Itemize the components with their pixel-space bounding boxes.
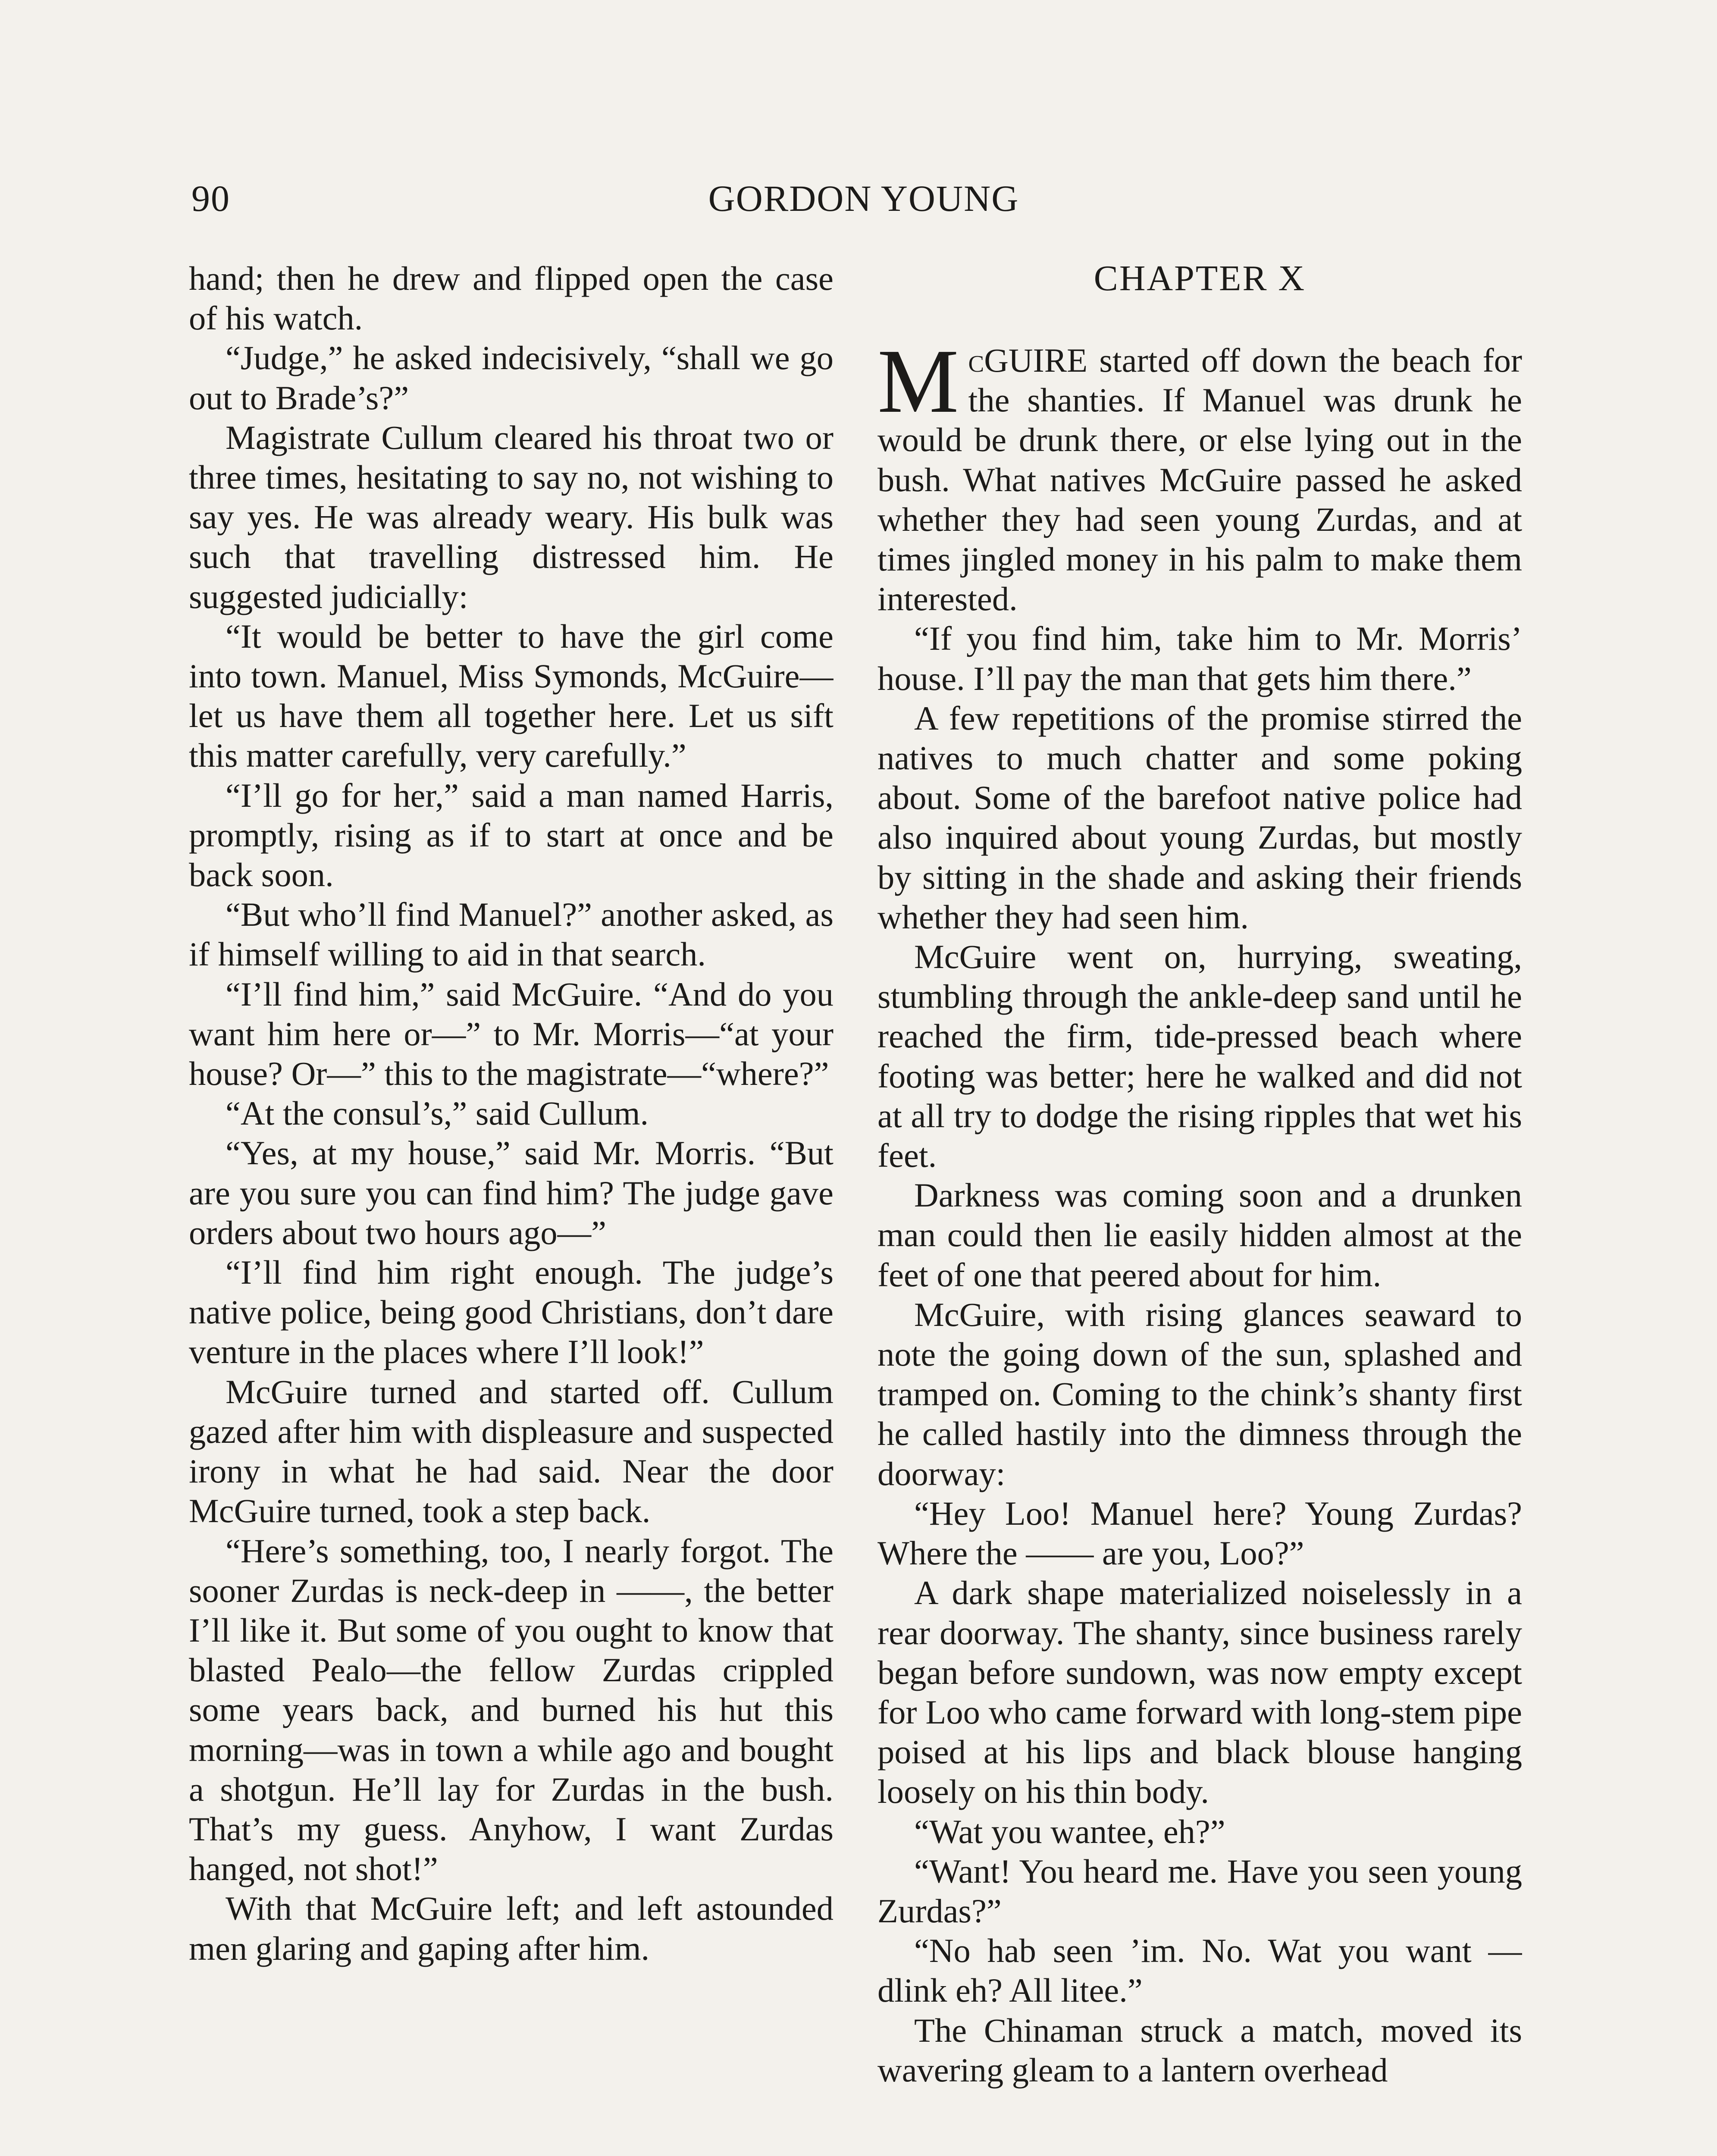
page-number: 90 [191, 178, 230, 219]
opening-paragraph-text: started off down the beach for the shanties. If Manuel was drunk he would be drunk there, or else lying out in the bush. What natives McGuire passed he asked whether they had seen young Zurdas, and at times jingled money in his palm to make them interested. [877, 342, 1522, 618]
chapter-heading: CHAPTER X [1093, 259, 1306, 298]
paragraph: “Want! You heard me. Have you seen young Zurdas?” [877, 1852, 1522, 1930]
paragraph: “I’ll go for her,” said a man named Harris, promptly, rising as if to start at once and be back soon. [189, 776, 833, 894]
paragraph: “I’ll find him,” said McGuire. “And do you want him here or—” to Mr. Morris—“at your house? Or—” this to the magistrate—“where?” [189, 975, 833, 1093]
paragraph: “If you find him, take him to Mr. Morris’ house. I’ll pay the man that gets him there.” [877, 620, 1522, 697]
paragraph: A dark shape materialized noiselessly in a rear doorway. The shanty, since business rarely began before sundown, was now empty except for Loo who came forward with long-stem pipe poised at his lips and black blouse hanging loosely on his thin body. [877, 1574, 1522, 1811]
paragraph: “Judge,” he asked indecisively, “shall we go out to Brade’s?” [189, 339, 833, 417]
paragraph: With that McGuire left; and left astounded men glaring and gaping after him. [189, 1890, 833, 1967]
paragraph: McGuire went on, hurrying, sweating, stumbling through the ankle-deep sand until he reached the firm, tide-pressed beach where footing was better; here he walked and did not at all try to dodge the rising ripples that wet his feet. [877, 938, 1522, 1175]
opening-paragraph [877, 330, 1522, 619]
paragraph: “But who’ll find Manuel?” another asked, as if himself willing to aid in that search. [189, 896, 833, 973]
paragraph: McGuire, with rising glances seaward to note the going down of the sun, splashed and tramped on. Coming to the chink’s shanty first he called hastily into the dimness through the doorway: [877, 1295, 1522, 1492]
paragraph: hand; then he drew and flipped open the case of his watch. [189, 260, 833, 337]
paragraph: “Here’s something, too, I nearly forgot. The sooner Zurdas is neck-deep in ——, the better I’ll like it. But some of you ought to know that blasted Pealo—the fellow Zurdas crippled some years back, and burned his hut this morning—was in town a while ago and bought a shotgun. He’ll lay for Zurdas in the bush. That’s my guess. Anyhow, I want Zurdas hanged, not shot!” [189, 1532, 833, 1888]
paragraph: “At the consul’s,” said Cullum. [226, 1094, 649, 1132]
paragraph: “It would be better to have the girl come into town. Manuel, Miss Symonds, McGuire—let us have them all together here. Let us sift this matter carefully, very carefully.” [189, 617, 833, 774]
right-column [877, 259, 1522, 2156]
paragraph: “Wat you wantee, eh?” [914, 1812, 1225, 1850]
paragraph: “Hey Loo! Manuel here? Young Zurdas? Where the —— are you, Loo?” [877, 1494, 1522, 1572]
opening-word-rest: cGUIRE [968, 342, 1088, 379]
running-title: GORDON YOUNG [708, 178, 1019, 219]
paragraph: “I’ll find him right enough. The judge’s native police, being good Christians, don’t dare venture in the places where I’ll look!” [189, 1253, 833, 1371]
paragraph: Magistrate Cullum cleared his throat two or three times, hesitating to say no, not wishing to say yes. He was already weary. His bulk was such that travelling distressed him. He suggested judicially: [189, 418, 833, 615]
paragraph: Darkness was coming soon and a drunken man could then lie easily hidden almost at the feet of one that peered about for him. [877, 1176, 1522, 1294]
paragraph: McGuire turned and started off. Cullum gazed after him with displeasure and suspected irony in what he had said. Near the door McGuire turned, took a step back. [189, 1373, 833, 1530]
drop-cap: M [877, 330, 959, 432]
paragraph: “No hab seen ’im. No. Wat you want —dlink eh? All litee.” [877, 1932, 1522, 2009]
page-header [189, 177, 1538, 233]
left-column [189, 259, 833, 2156]
paragraph: “Yes, at my house,” said Mr. Morris. “But are you sure you can find him? The judge gave orders about two hours ago—” [189, 1134, 833, 1251]
paragraph: A few repetitions of the promise stirred the natives to much chatter and some poking about. Some of the barefoot native police had also inquired about young Zurdas, but mostly by sitting in the shade and asking their friends whether they had seen him. [877, 699, 1522, 936]
paragraph: The Chinaman struck a match, moved its wavering gleam to a lantern overhead [877, 2011, 1522, 2089]
